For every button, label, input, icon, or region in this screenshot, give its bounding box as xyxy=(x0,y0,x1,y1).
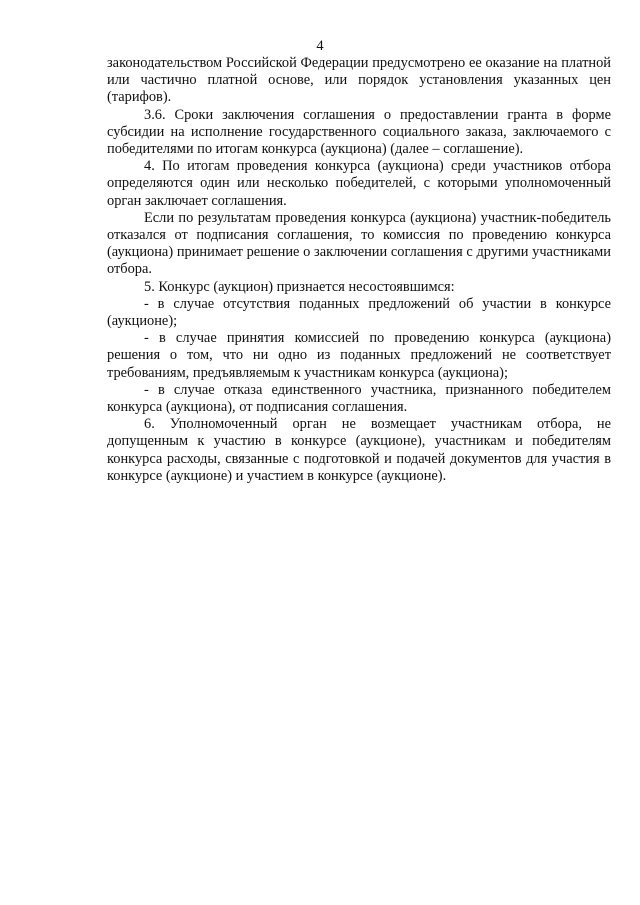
paragraph-5-item-2: - в случае принятия комиссией по проведению конкурса (аукциона) решения о том, что ни одно из поданных предложений не соответствует требованиям, предъявляемым к участникам конкурса (аукциона); xyxy=(107,330,611,381)
paragraph-5-item-3: - в случае отказа единственного участника, признанного победителем конкурса (аукциона), от подписания соглашения. xyxy=(107,381,611,416)
paragraph-4: 4. По итогам проведения конкурса (аукциона) среди участников отбора определяются один или несколько победителей, с которыми уполномоченный орган заключает соглашения. xyxy=(107,158,611,209)
paragraph-6: 6. Уполномоченный орган не возмещает участникам отбора, не допущенным к участию в конкурсе (аукционе), участникам и победителям конкурса расходы, связанные с подготовкой и подачей документов для участия в конкурсе (аукционе) и участием в конкурсе (аукционе). xyxy=(107,416,611,484)
paragraph-4-refusal: Если по результатам проведения конкурса (аукциона) участник-победитель отказался от подписания соглашения, то комиссия по проведению конкурса (аукциона) принимает решение о заключении соглашения с другими участниками отбора. xyxy=(107,209,611,278)
page-number: 4 xyxy=(316,38,324,54)
paragraph-continuation: законодательством Российской Федерации предусмотрено ее оказание на платной или частично платной основе, или порядок установления указанных цен (тарифов). xyxy=(107,55,611,106)
paragraph-5: 5. Конкурс (аукцион) признается несостоявшимся: xyxy=(144,278,455,295)
paragraph-5-item-1: - в случае отсутствия поданных предложений об участии в конкурсе (аукционе); xyxy=(107,295,611,330)
paragraph-3-6: 3.6. Сроки заключения соглашения о предоставлении гранта в форме субсидии на исполнение государственного социального заказа, заключаемого с победителями по итогам конкурса (аукциона) (далее – соглашение). xyxy=(107,106,611,158)
document-body xyxy=(107,55,611,485)
